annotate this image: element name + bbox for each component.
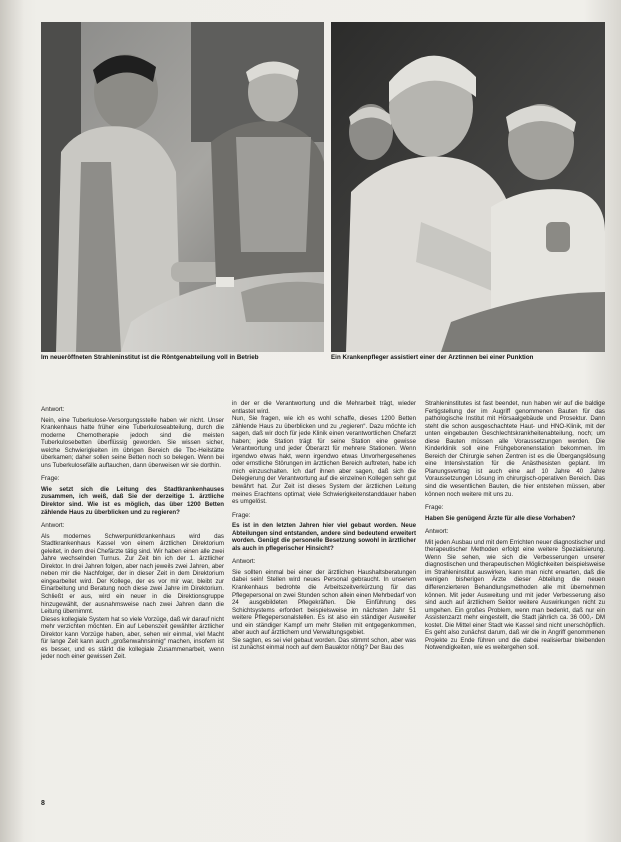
photo-nurse-assisting-puncture xyxy=(331,22,605,352)
question-text: Es ist in den letzten Jahren hier viel gebaut worden. Neue Abteilungen sind entstanden, andere sind bedeutend erweitert worden. Genügt die personelle Besetzung sowohl in ärztlicher als auch in pflegerischer Hinsicht? xyxy=(232,522,416,552)
caption-left-photo: Im neueröffneten Strahleninstitut ist die Röntgenabteilung voll in Betrieb xyxy=(41,354,259,361)
paragraph: in der er die Verantwortung und die Mehrarbeit trägt, wieder entlastet wird. xyxy=(232,400,416,415)
page-number: 8 xyxy=(41,800,45,807)
answer-label: Antwort: xyxy=(41,406,65,413)
question-label: Frage: xyxy=(232,511,251,519)
paragraph: Als modernes Schwerpunktkrankenhaus wird das Stadtkrankenhaus Kassel von einem ärztlichen Direktorium geleitet, in dem drei Chefärzte tätig sind. Wir haben einen alle zwei Jahre wechselnden Turnus. Zur Zeit bin ich der 1. ärztlicher Direktor. In drei Jahren folgen, aber nach jeweils zwei Jahren, aber neben mir die Nachfolger, der in dieser Zeit in dem Direktorium eingearbeitet wird. Der Kollege, der es vor mir war, bleibt zur Einarbeitung und Beratung noch diese zwei Jahre im Direktorium. Schließt er aus, wird ein neuer in die Direktionsgruppe hinzugewählt, der ausnahmsweise nach zwei Jahren dann die Leitung übernimmt. xyxy=(41,532,224,616)
paragraph: Strahleninstitutes ist fast beendet, nun haben wir auf die baldige Fertigstellung der im Augriff genommenen Bauten für das pathologische Institut mit Hörsaalgebäude und Prosektur. Dann steht die schon ausgeschachtete Haut- und HNO-Klinik, mit der unten eingebauten Geschlechtskrankheitenabteilung, noch; um diese Bauten müssen alle Voraussetzungen werden. Die Kinderklinik soll eine Frühgeborenenstation bekommen. Im Bereich der Chirurgie sehen Zentren ist es die Übergangslösung eine Intensivstation für die Anästhesisten geplant. Im Planungsvertrag ist auch eine auf 10 Jahre 40 Jahre Voraussetzungen Lösung im chirurgisch-operativen Bereich. Das sind die wesentlichen Bauten, die hier entstehen müssen, aber können noch weitere mit uns zu. xyxy=(425,400,605,498)
paragraph: Mit jeden Ausbau und mit dem Errichten neuer diagnostischer und therapeutischer Methoden erfolgt eine weitere Spezialisierung. Wenn Sie sehen, wie sich die Verbesserungen unserer diagnostischen und therapeutischen Möglichkeiten beispielsweise im Strahleninstitut auswirken, kann man nicht erwarten, daß die wenigen bisherigen Ärzte dieser Abteilung die neuen differenzierteren Behandlungsmethoden alle mit übernehmen können. Mit jeder Ausweitung und mit jeder Verbesserung also sind auch auf ärztlichem Sektor weitere Auswirkungen nicht zu umgehen. Ein großes Problem, wenn man bedenkt, daß nur ein Assistenzarzt mehr eingestellt, die Stadt jährlich ca. 36 000,- DM kostet. Die Mittel einer Stadt wie Kassel sind nicht unerschöpflich. Es geht also zunächst darum, daß wir die in Angriff genommenen Projekte zu Ende führen und die dabei realisierbar bleibenden Notwendigkeiten, wie es weitergehen soll. xyxy=(425,538,605,652)
paragraph: Nein, eine Tuberkulose-Versorgungsstelle haben wir nicht. Unser Krankenhaus hatte früher eine Tuberkuloseabteilung, durch die moderne Chemotherapie jedoch sind die meisten Tuberkulosebetten überflüssig geworden. Sie wissen sicher, welche Schwierigkeiten im übrigen Bereich die Tbc-Heilstätte überkamen; daher sollen seine Betten noch so belegen. Wenn bei uns Tuberkulosefälle auftauchen, dann überweisen wir sie dorthin. xyxy=(41,416,224,469)
question-text: Wie setzt sich die Leitung des Stadtkrankenhauses zusammen, ich weiß, daß Sie der derzeitige 1. ärztliche Direktor sind. Wie ist es möglich, das über 1200 Betten zählende Haus zu überblicken und zu regieren? xyxy=(41,485,224,516)
paragraph: Nun, Sie fragen, wie ich es wohl schaffe, dieses 1200 Betten zählende Haus zu überblicken und zu „regieren“. Dazu möchte ich sagen, daß wir doch für jede Klinik einen verantwortlichen Chefarzt haben; jede Station trägt für seine Station eine gewisse Verantwortung und jeder Oberarzt für mehrere Stationen. Wenn irgendwo etwas hakt, wenn irgendwo etwas Unvorhergesehenes oder ernstliche Störungen im ärztlichen Bereich auftreten, habe ich mich einzuschalten. Ich darf ihnen aber sagen, daß sich die Delegierung der Verantwortung auf die einzelnen Kollegen sehr gut bewährt hat. Zur Zeit ist dieses System der ärztlichen Leitung meines Erachtens optimal; viele Schwierigkeitenstanddauer haben es umgelöst. xyxy=(232,415,416,506)
text-column-2 xyxy=(232,400,416,652)
question-text: Haben Sie genügend Ärzte für alle diese Vorhaben? xyxy=(425,514,576,522)
answer-label: Antwort: xyxy=(425,528,449,536)
question-label: Frage: xyxy=(425,504,444,512)
answer-label: Antwort: xyxy=(232,558,256,566)
paragraph: Dieses kollegiale System hat so viele Vorzüge, daß wir darauf nicht mehr verzichten möchten. Ein auf Lebenszeit gewählter ärztlicher Direktor kann Vorzüge haben, aber, sehen wir einmal, viel Macht für lange Zeit kann auch „großenwahnsinnig“ machen, insofern ist es besser, und es stärkt die kollegiale Zusammenarbeit, wenn jeder noch einer gewissen Zeit. xyxy=(41,615,224,661)
question-label: Frage: xyxy=(41,475,60,483)
answer-label: Antwort: xyxy=(41,522,65,530)
text-column-3 xyxy=(425,400,605,652)
photo-radiology-department xyxy=(41,22,324,352)
paragraph: Sie sagten, es sei viel gebaut worden. Das stimmt schon, aber was ist zunächst einmal noch auf dem Bauaktor nötig? Der Bau des xyxy=(232,636,416,652)
paragraph: Sie sollten einmal bei einer der ärztlichen Haushaltsberatungen dabei sein! Stellen wird neues Personal gebraucht. In unserem Krankenhaus bedrohte die Arbeitszeitverkürzung für das Pflegepersonal on zwei Stunden schon allein einen Mehrbedarf von 24 ausgebildeten Pflegekräften. Die Einführung des Schichtsystems erfordert beispielsweise im nächsten Jahr 51 weitere Pflegepersonalstellen. Es ist also ein ständiger Ausweiter und ein ständiger Kampf um mehr Stellen mit entgegenkommen, aber auch auf ärztlichem und Verwaltungsgebiet. xyxy=(232,568,416,637)
text-column-1 xyxy=(41,400,224,661)
binding-spine xyxy=(0,0,24,842)
caption-right-photo: Ein Krankenpfleger assistiert einer der Ärztinnen bei einer Punktion xyxy=(331,354,534,361)
radiology-photo-image xyxy=(41,22,324,352)
puncture-photo-image xyxy=(331,22,605,352)
